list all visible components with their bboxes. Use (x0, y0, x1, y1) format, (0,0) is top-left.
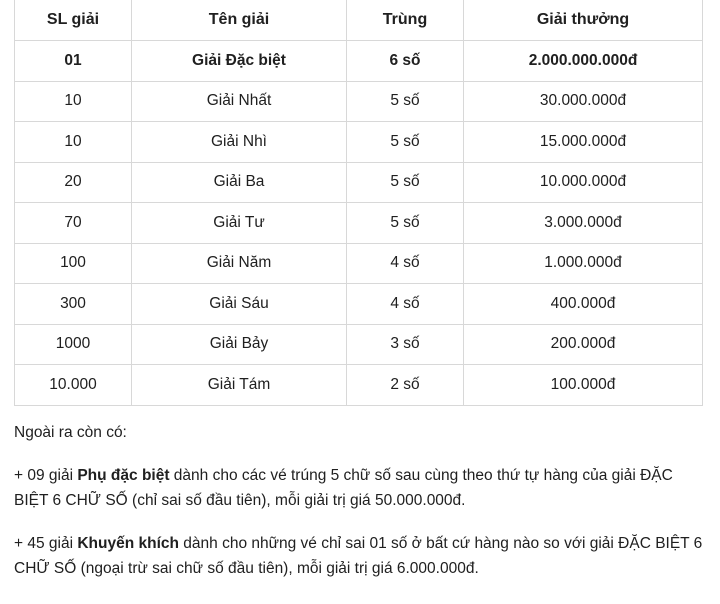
cell-sl-giai: 300 (15, 284, 132, 325)
cell-sl-giai: 01 (15, 41, 132, 82)
column-header-ten-giai: Tên giải (132, 0, 347, 41)
notes-intro: Ngoài ra còn có: (14, 424, 127, 441)
table-row (15, 41, 703, 82)
cell-ten-giai: Giải Tư (132, 203, 347, 244)
cell-ten-giai: Giải Nhì (132, 122, 347, 163)
cell-sl-giai: 10 (15, 122, 132, 163)
table-row (15, 203, 703, 244)
table-row (15, 284, 703, 325)
table-header-row (15, 0, 703, 41)
column-header-giai-thuong: Giải thưởng (464, 0, 703, 41)
cell-sl-giai: 100 (15, 243, 132, 284)
cell-trung: 5 số (347, 162, 464, 203)
cell-sl-giai: 20 (15, 162, 132, 203)
cell-trung: 5 số (347, 122, 464, 163)
cell-ten-giai: Giải Năm (132, 243, 347, 284)
note-bold-label: Khuyến khích (77, 535, 179, 552)
cell-giai-thuong: 3.000.000đ (464, 203, 703, 244)
note-suffix: dành cho những vé chỉ sai 01 số ở bất cứ hàng nào so với giải ĐẶC BIỆT 6 CHỮ SỐ (ngoại trừ sai chữ số đầu tiên), mỗi giải trị giá 6.000.000đ. (14, 535, 703, 577)
cell-ten-giai: Giải Bảy (132, 324, 347, 365)
table-body (15, 41, 703, 406)
cell-giai-thuong: 100.000đ (464, 365, 703, 406)
note-prefix: + 09 giải (14, 467, 78, 484)
cell-ten-giai: Giải Ba (132, 162, 347, 203)
note-prefix: + 45 giải (14, 535, 78, 552)
table-row (15, 365, 703, 406)
cell-giai-thuong: 15.000.000đ (464, 122, 703, 163)
cell-trung: 4 số (347, 243, 464, 284)
column-header-sl-giai: SL giải (15, 0, 132, 41)
cell-giai-thuong: 1.000.000đ (464, 243, 703, 284)
table-row (15, 122, 703, 163)
cell-sl-giai: 70 (15, 203, 132, 244)
cell-trung: 5 số (347, 81, 464, 122)
note-suffix: dành cho các vé trúng 5 chữ số sau cùng theo thứ tự hàng của giải ĐẶC BIỆT 6 CHỮ SỐ (chỉ sai số đầu tiên), mỗi giải trị giá 50.000.000đ. (14, 467, 673, 509)
cell-sl-giai: 1000 (15, 324, 132, 365)
table-row (15, 162, 703, 203)
table-row (15, 81, 703, 122)
cell-ten-giai: Giải Tám (132, 365, 347, 406)
cell-giai-thuong: 400.000đ (464, 284, 703, 325)
cell-sl-giai: 10.000 (15, 365, 132, 406)
table-row (15, 324, 703, 365)
note-bold-label: Phụ đặc biệt (77, 467, 170, 484)
cell-ten-giai: Giải Sáu (132, 284, 347, 325)
note-phu-dac-biet (14, 463, 706, 513)
cell-giai-thuong: 200.000đ (464, 324, 703, 365)
cell-trung: 4 số (347, 284, 464, 325)
note-khuyen-khich (14, 531, 706, 581)
table-header (15, 0, 703, 41)
cell-ten-giai: Giải Nhất (132, 81, 347, 122)
cell-trung: 5 số (347, 203, 464, 244)
prize-table (14, 0, 703, 406)
cell-trung: 6 số (347, 41, 464, 82)
cell-giai-thuong: 10.000.000đ (464, 162, 703, 203)
cell-trung: 2 số (347, 365, 464, 406)
cell-giai-thuong: 30.000.000đ (464, 81, 703, 122)
table-row (15, 243, 703, 284)
cell-sl-giai: 10 (15, 81, 132, 122)
cell-giai-thuong: 2.000.000.000đ (464, 41, 703, 82)
cell-trung: 3 số (347, 324, 464, 365)
column-header-trung: Trùng (347, 0, 464, 41)
cell-ten-giai: Giải Đặc biệt (132, 41, 347, 82)
additional-prizes-notes (0, 420, 720, 581)
